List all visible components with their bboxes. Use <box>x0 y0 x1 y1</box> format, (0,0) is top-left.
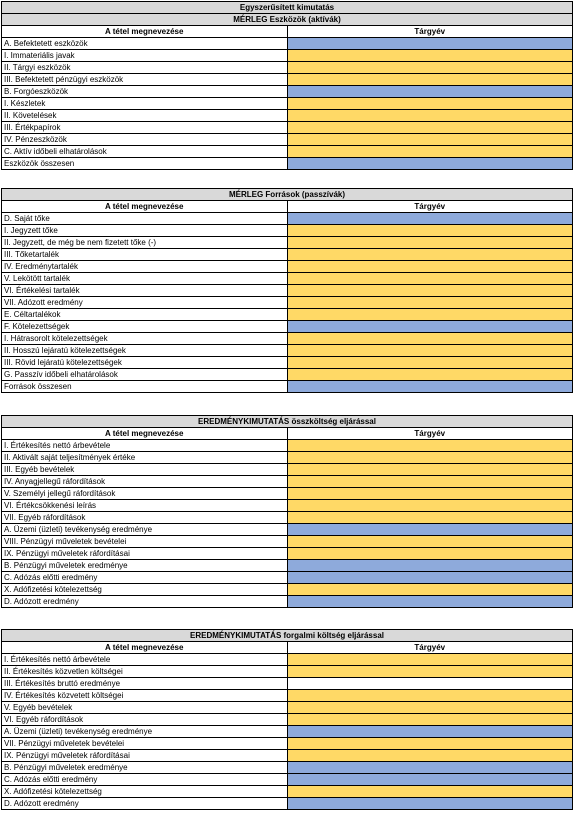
table-row <box>2 134 573 146</box>
table-row <box>2 357 573 369</box>
table-title: Egyszerűsített kimutatás <box>2 2 573 14</box>
row-label: IX. Pénzügyi műveletek ráfordításai <box>2 548 288 560</box>
value-cell[interactable] <box>287 62 573 74</box>
row-label: B. Forgóeszközök <box>2 86 288 98</box>
row-label: II. Követelések <box>2 110 288 122</box>
table-row <box>2 158 573 170</box>
value-cell[interactable] <box>287 476 573 488</box>
row-label: C. Adózás előtti eredmény <box>2 572 288 584</box>
row-label: V. Személyi jellegű ráfordítások <box>2 488 288 500</box>
table-title: MÉRLEG Eszközök (aktívák) <box>2 14 573 26</box>
table-row <box>2 381 573 393</box>
table-row <box>2 476 573 488</box>
table-row <box>2 512 573 524</box>
table-row <box>2 738 573 750</box>
value-cell[interactable] <box>287 249 573 261</box>
row-label: VII. Pénzügyi műveletek bevételei <box>2 738 288 750</box>
value-cell[interactable] <box>287 714 573 726</box>
value-cell[interactable] <box>287 488 573 500</box>
value-cell[interactable] <box>287 146 573 158</box>
row-label: II. Hosszú lejáratú kötelezettségek <box>2 345 288 357</box>
table-row <box>2 702 573 714</box>
row-label: C. Aktív időbeli elhatárolások <box>2 146 288 158</box>
table-row <box>2 452 573 464</box>
table-row <box>2 38 573 50</box>
column-header-row <box>2 201 573 213</box>
value-cell[interactable] <box>287 786 573 798</box>
row-label: Eszközök összesen <box>2 158 288 170</box>
row-label: II. Jegyzett, de még be nem fizetett tőke (-) <box>2 237 288 249</box>
value-cell[interactable] <box>287 110 573 122</box>
row-label: A. Üzemi (üzleti) tevékenység eredménye <box>2 726 288 738</box>
value-cell[interactable] <box>287 524 573 536</box>
value-cell[interactable] <box>287 261 573 273</box>
row-label: II. Tárgyi eszközök <box>2 62 288 74</box>
value-cell[interactable] <box>287 512 573 524</box>
income-sales-cost-table <box>1 629 573 810</box>
table-row <box>2 584 573 596</box>
row-label: F. Kötelezettségek <box>2 321 288 333</box>
column-header-row <box>2 428 573 440</box>
value-cell[interactable] <box>287 452 573 464</box>
row-label: III. Befektetett pénzügyi eszközök <box>2 74 288 86</box>
value-cell[interactable] <box>287 309 573 321</box>
table-row <box>2 122 573 134</box>
value-cell[interactable] <box>287 321 573 333</box>
row-label: I. Készletek <box>2 98 288 110</box>
value-cell[interactable] <box>287 50 573 62</box>
value-cell[interactable] <box>287 702 573 714</box>
row-label: VII. Egyéb ráfordítások <box>2 512 288 524</box>
value-cell[interactable] <box>287 285 573 297</box>
table-row <box>2 536 573 548</box>
value-cell[interactable] <box>287 225 573 237</box>
table-row <box>2 321 573 333</box>
value-cell[interactable] <box>287 74 573 86</box>
value-cell[interactable] <box>287 572 573 584</box>
row-label: D. Adózott eredmény <box>2 798 288 810</box>
value-cell[interactable] <box>287 440 573 452</box>
row-label: VI. Egyéb ráfordítások <box>2 714 288 726</box>
value-cell[interactable] <box>287 560 573 572</box>
value-cell[interactable] <box>287 38 573 50</box>
row-label: III. Értékesítés bruttó eredménye <box>2 678 288 690</box>
table-row <box>2 464 573 476</box>
table-row <box>2 86 573 98</box>
table-row <box>2 261 573 273</box>
value-cell[interactable] <box>287 678 573 690</box>
table-row <box>2 110 573 122</box>
table-row <box>2 333 573 345</box>
row-label: D. Saját tőke <box>2 213 288 225</box>
table-row <box>2 488 573 500</box>
table-row <box>2 440 573 452</box>
table-row <box>2 690 573 702</box>
value-cell[interactable] <box>287 500 573 512</box>
row-label: I. Immateriális javak <box>2 50 288 62</box>
row-label: I. Jegyzett tőke <box>2 225 288 237</box>
value-cell[interactable] <box>287 464 573 476</box>
value-cell[interactable] <box>287 134 573 146</box>
row-label: III. Tőketartalék <box>2 249 288 261</box>
row-label: IV. Anyagjellegű ráfordítások <box>2 476 288 488</box>
value-cell[interactable] <box>287 381 573 393</box>
row-label: I. Hátrasorolt kötelezettségek <box>2 333 288 345</box>
column-header-row <box>2 642 573 654</box>
table-row <box>2 273 573 285</box>
table-row <box>2 500 573 512</box>
row-label: V. Egyéb bevételek <box>2 702 288 714</box>
title-row <box>2 189 573 201</box>
value-cell[interactable] <box>287 750 573 762</box>
row-label: IV. Értékesítés közvetett költségei <box>2 690 288 702</box>
row-label: IX. Pénzügyi műveletek ráfordításai <box>2 750 288 762</box>
value-cell[interactable] <box>287 798 573 810</box>
table-row <box>2 786 573 798</box>
table-row <box>2 596 573 608</box>
table-row <box>2 548 573 560</box>
value-cell[interactable] <box>287 654 573 666</box>
table-row <box>2 524 573 536</box>
table-row <box>2 726 573 738</box>
row-label: I. Értékesítés nettó árbevétele <box>2 440 288 452</box>
value-cell[interactable] <box>287 596 573 608</box>
column-header-item: A tétel megnevezése <box>2 428 288 440</box>
table-row <box>2 572 573 584</box>
income-total-cost-table <box>1 415 573 608</box>
table-row <box>2 762 573 774</box>
row-label: VI. Értékelési tartalék <box>2 285 288 297</box>
column-header-item: A tétel megnevezése <box>2 642 288 654</box>
value-cell[interactable] <box>287 774 573 786</box>
row-label: X. Adófizetési kötelezettség <box>2 786 288 798</box>
table-row <box>2 309 573 321</box>
table-row <box>2 225 573 237</box>
row-label: C. Adózás előtti eredmény <box>2 774 288 786</box>
row-label: III. Rövid lejáratú kötelezettségek <box>2 357 288 369</box>
value-cell[interactable] <box>287 726 573 738</box>
value-cell[interactable] <box>287 297 573 309</box>
row-label: X. Adófizetési kötelezettség <box>2 584 288 596</box>
table-row <box>2 714 573 726</box>
column-header-year: Tárgyév <box>287 428 573 440</box>
table-row <box>2 237 573 249</box>
row-label: IV. Pénzeszközök <box>2 134 288 146</box>
row-label: III. Értékpapírok <box>2 122 288 134</box>
table-title: MÉRLEG Források (passzívák) <box>2 189 573 201</box>
value-cell[interactable] <box>287 738 573 750</box>
table-row <box>2 98 573 110</box>
balance-liabilities-table <box>1 188 573 393</box>
table-row <box>2 74 573 86</box>
title-row <box>2 630 573 642</box>
table-row <box>2 345 573 357</box>
table-row <box>2 249 573 261</box>
row-label: III. Egyéb bevételek <box>2 464 288 476</box>
row-label: II. Aktivált saját teljesítmények értéke <box>2 452 288 464</box>
row-label: B. Pénzügyi műveletek eredménye <box>2 762 288 774</box>
column-header-item: A tétel megnevezése <box>2 26 288 38</box>
row-label: G. Passzív időbeli elhatárolások <box>2 369 288 381</box>
title-row <box>2 2 573 14</box>
value-cell[interactable] <box>287 666 573 678</box>
row-label: E. Céltartalékok <box>2 309 288 321</box>
row-label: V. Lekötött tartalék <box>2 273 288 285</box>
row-label: A. Befektetett eszközök <box>2 38 288 50</box>
column-header-year: Tárgyév <box>287 201 573 213</box>
column-header-row <box>2 26 573 38</box>
table-row <box>2 654 573 666</box>
row-label: D. Adózott eredmény <box>2 596 288 608</box>
value-cell[interactable] <box>287 536 573 548</box>
table-row <box>2 798 573 810</box>
title-row <box>2 14 573 26</box>
row-label: VII. Adózott eredmény <box>2 297 288 309</box>
table-title: EREDMÉNYKIMUTATÁS összköltség eljárással <box>2 416 573 428</box>
column-header-year: Tárgyév <box>287 26 573 38</box>
table-title: EREDMÉNYKIMUTATÁS forgalmi költség eljárással <box>2 630 573 642</box>
value-cell[interactable] <box>287 584 573 596</box>
column-header-year: Tárgyév <box>287 642 573 654</box>
value-cell[interactable] <box>287 86 573 98</box>
table-row <box>2 62 573 74</box>
row-label: I. Értékesítés nettó árbevétele <box>2 654 288 666</box>
row-label: VIII. Pénzügyi műveletek bevételei <box>2 536 288 548</box>
table-row <box>2 666 573 678</box>
title-row <box>2 416 573 428</box>
row-label: IV. Eredménytartalék <box>2 261 288 273</box>
table-row <box>2 297 573 309</box>
table-row <box>2 285 573 297</box>
column-header-item: A tétel megnevezése <box>2 201 288 213</box>
table-row <box>2 560 573 572</box>
table-row <box>2 750 573 762</box>
table-row <box>2 369 573 381</box>
balance-assets-table <box>1 1 573 170</box>
value-cell[interactable] <box>287 158 573 170</box>
table-row <box>2 213 573 225</box>
value-cell[interactable] <box>287 762 573 774</box>
row-label: B. Pénzügyi műveletek eredménye <box>2 560 288 572</box>
value-cell[interactable] <box>287 98 573 110</box>
row-label: VI. Értékcsökkenési leírás <box>2 500 288 512</box>
row-label: A. Üzemi (üzleti) tevékenység eredménye <box>2 524 288 536</box>
value-cell[interactable] <box>287 273 573 285</box>
value-cell[interactable] <box>287 237 573 249</box>
row-label: Források összesen <box>2 381 288 393</box>
table-row <box>2 774 573 786</box>
value-cell[interactable] <box>287 690 573 702</box>
value-cell[interactable] <box>287 357 573 369</box>
value-cell[interactable] <box>287 345 573 357</box>
table-row <box>2 678 573 690</box>
value-cell[interactable] <box>287 213 573 225</box>
value-cell[interactable] <box>287 333 573 345</box>
table-row <box>2 50 573 62</box>
row-label: II. Értékesítés közvetlen költségei <box>2 666 288 678</box>
value-cell[interactable] <box>287 548 573 560</box>
table-row <box>2 146 573 158</box>
value-cell[interactable] <box>287 122 573 134</box>
value-cell[interactable] <box>287 369 573 381</box>
